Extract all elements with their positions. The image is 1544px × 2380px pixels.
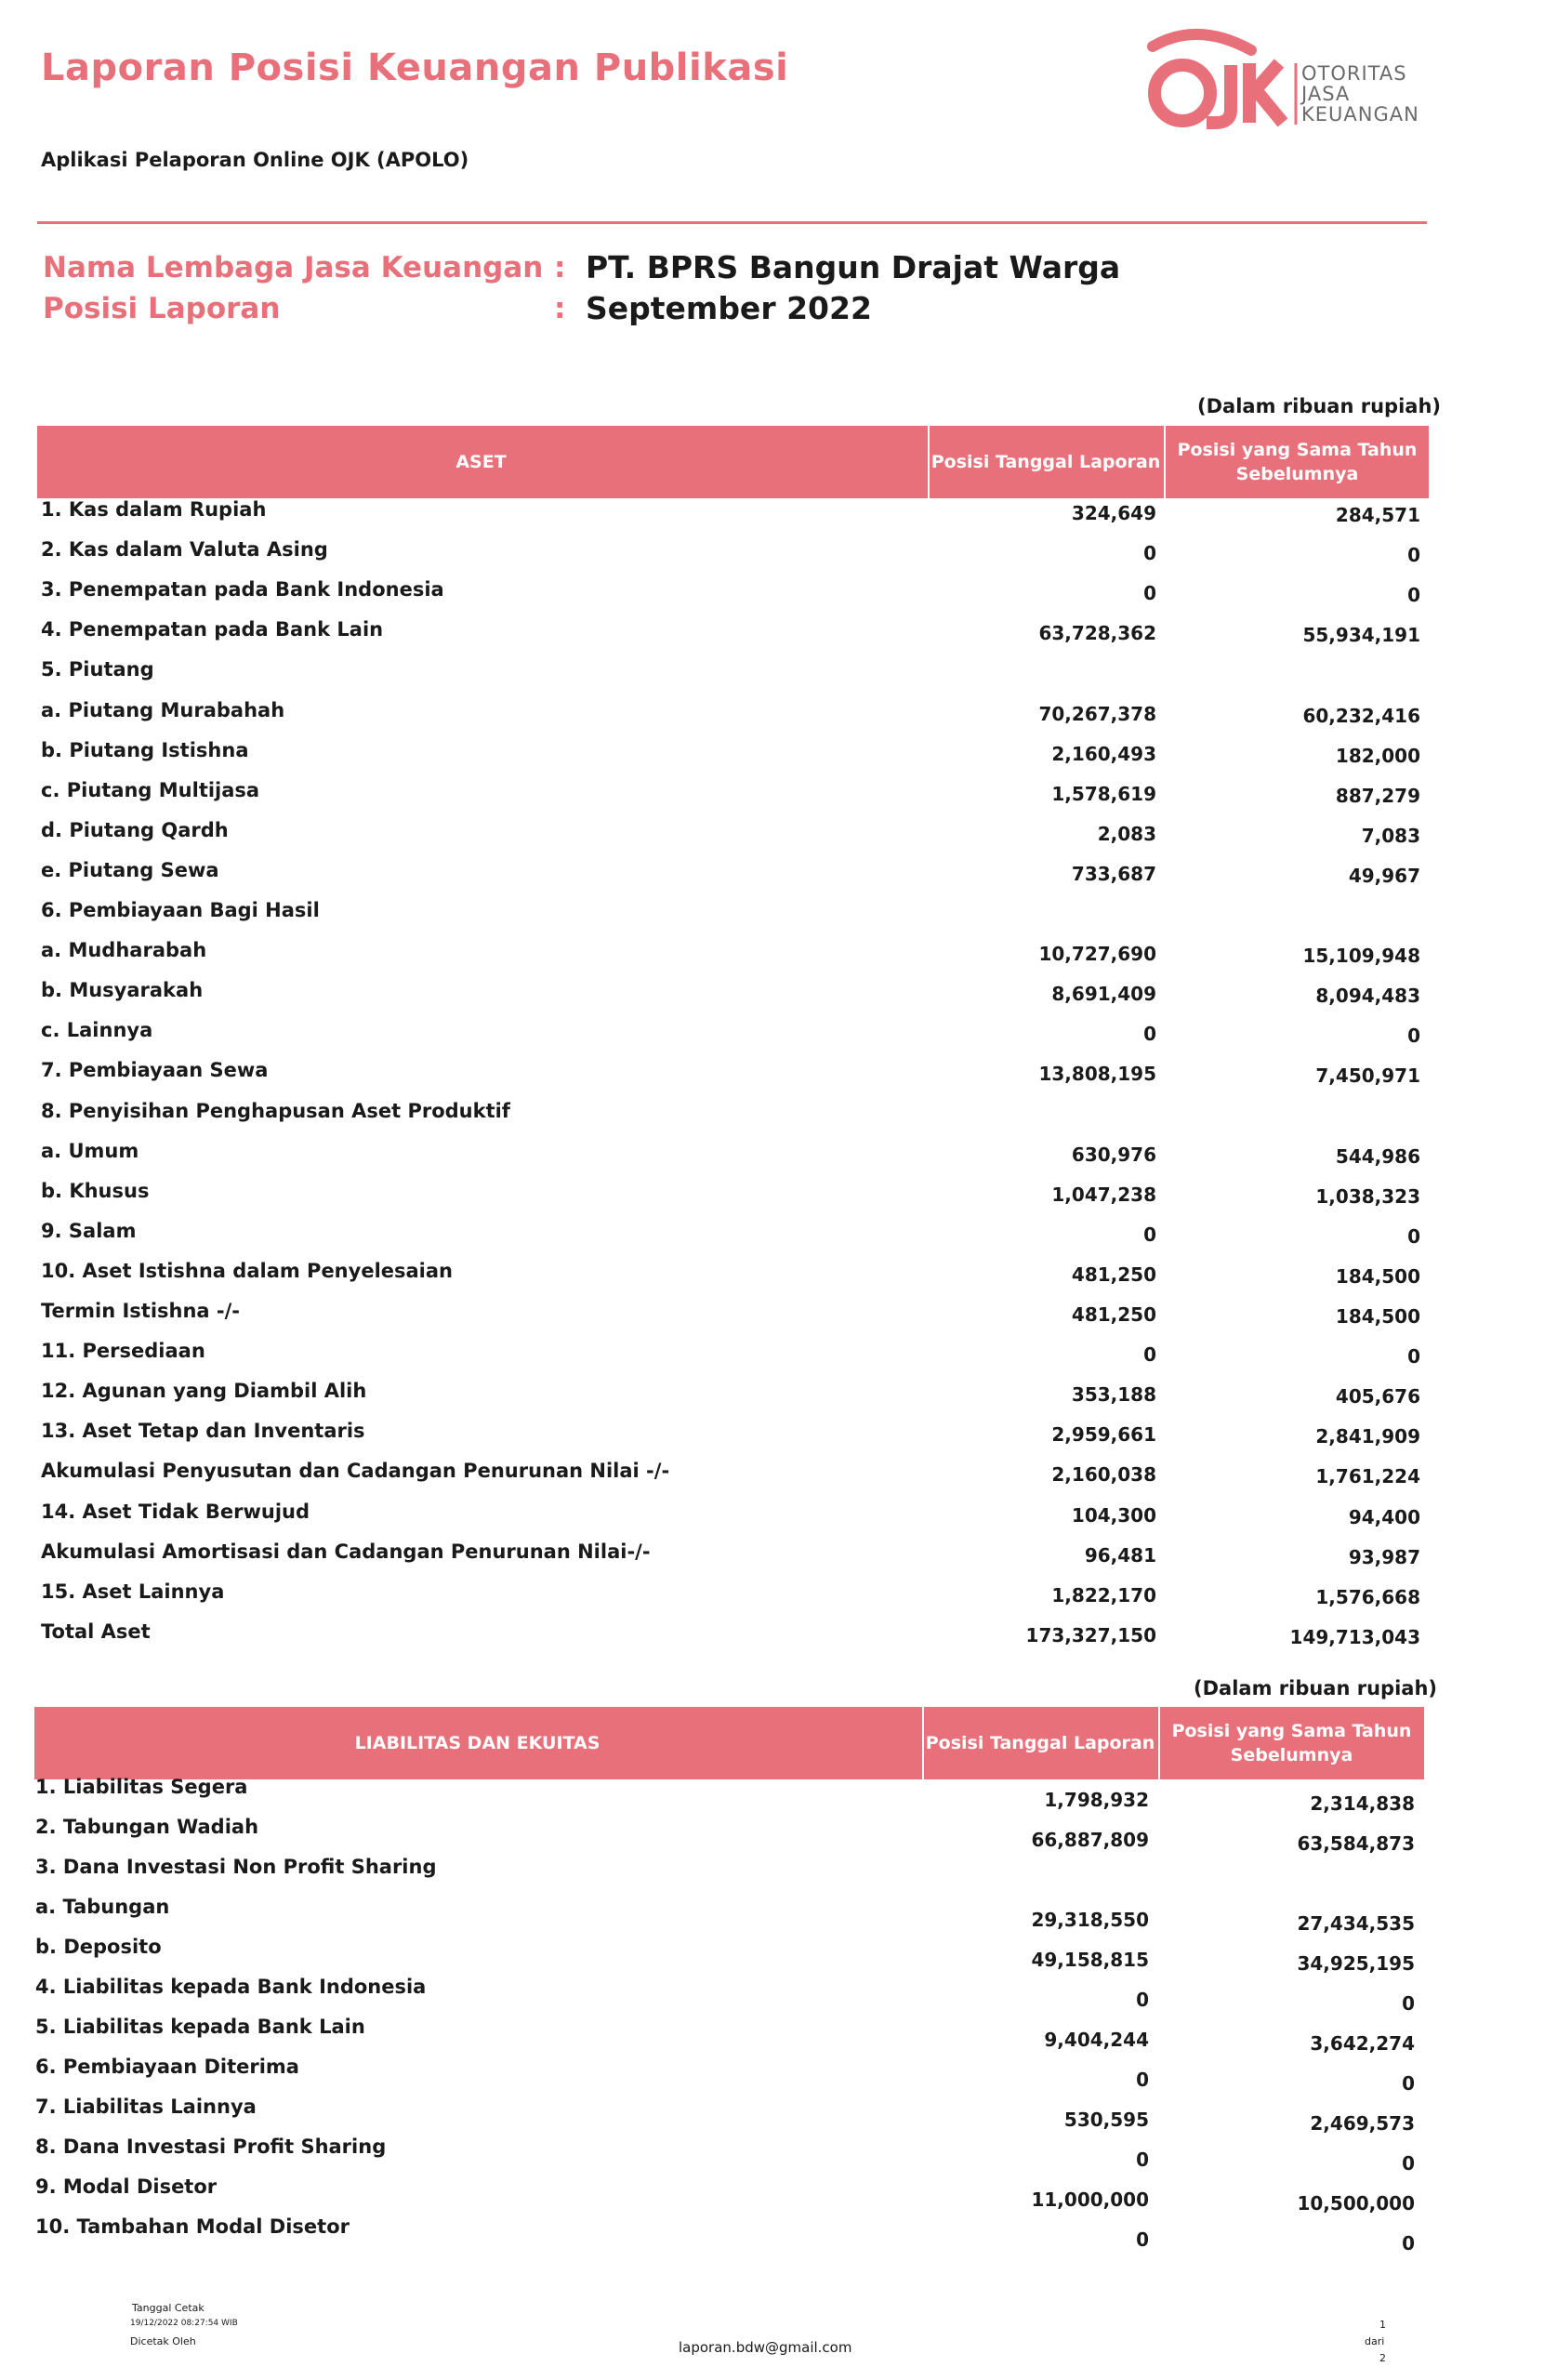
period-colon: :	[554, 292, 566, 325]
row-previous-value: 887,279	[1335, 784, 1420, 807]
table-row	[41, 1220, 1435, 1248]
row-label: a. Tabungan	[35, 1896, 170, 1918]
table-row	[41, 618, 1435, 646]
row-label: e. Piutang Sewa	[41, 858, 219, 881]
table-row	[41, 819, 1435, 847]
liabilities-col-item: LIABILITAS DAN EKUITAS	[354, 1733, 600, 1753]
row-current-value: 630,976	[1071, 1143, 1156, 1166]
row-previous-value: 1,576,668	[1315, 1585, 1420, 1608]
liabilities-table-header	[34, 1707, 1424, 1779]
table-row	[35, 1856, 1430, 1884]
row-previous-value: 0	[1407, 584, 1420, 607]
row-current-value: 353,188	[1071, 1383, 1156, 1407]
row-label: c. Piutang Multijasa	[41, 778, 260, 801]
row-label: 11. Persediaan	[41, 1340, 205, 1363]
row-previous-value: 0	[1407, 544, 1420, 567]
table-row	[35, 2096, 1430, 2135]
row-previous-value: 182,000	[1335, 744, 1420, 767]
row-current-value: 49,158,815	[1031, 1949, 1149, 1971]
table-row	[41, 1140, 1435, 1168]
row-label: 6. Pembiayaan Diterima	[35, 2056, 299, 2078]
table-row	[41, 779, 1435, 807]
table-row	[41, 1260, 1435, 1288]
row-current-value: 2,083	[1097, 822, 1156, 845]
row-previous-value: 27,434,535	[1297, 1912, 1415, 1935]
row-previous-value: 0	[1407, 1345, 1420, 1368]
row-current-value: 1,822,170	[1051, 1583, 1156, 1606]
row-current-value: 0	[1143, 1343, 1156, 1367]
report-subtitle: Aplikasi Pelaporan Online OJK (APOLO)	[41, 149, 469, 171]
row-label: 9. Salam	[41, 1219, 137, 1242]
assets-unit-note: (Dalam ribuan rupiah)	[1197, 395, 1441, 417]
row-current-value: 0	[1143, 582, 1156, 605]
table-row	[41, 1340, 1435, 1368]
row-previous-value: 10,500,000	[1297, 2192, 1415, 2215]
row-current-value: 0	[1143, 1223, 1156, 1246]
ojk-logo-text	[1301, 63, 1419, 125]
table-row	[35, 1776, 1430, 1815]
row-label: 8. Dana Investasi Profit Sharing	[35, 2135, 387, 2158]
row-current-value: 530,595	[1063, 2109, 1149, 2131]
assets-col-previous: Posisi yang Sama Tahun Sebelumnya	[1164, 426, 1429, 498]
row-current-value: 13,808,195	[1038, 1063, 1156, 1086]
row-current-value: 0	[1143, 1023, 1156, 1046]
row-label: b. Khusus	[41, 1179, 150, 1202]
logo-line: KEUANGAN	[1301, 103, 1419, 126]
row-current-value: 733,687	[1071, 862, 1156, 885]
table-row	[41, 1059, 1435, 1087]
row-current-value: 481,250	[1071, 1263, 1156, 1286]
row-label: 10. Tambahan Modal Disetor	[35, 2215, 350, 2238]
row-current-value: 1,047,238	[1051, 1183, 1156, 1206]
row-previous-value: 405,676	[1335, 1385, 1420, 1408]
table-row	[41, 658, 1435, 686]
row-current-value: 0	[1143, 542, 1156, 565]
row-label: 4. Liabilitas kepada Bank Indonesia	[35, 1976, 427, 1998]
table-row	[41, 1300, 1435, 1328]
period-label: Posisi Laporan	[43, 292, 281, 325]
row-current-value: 0	[1136, 1989, 1149, 2011]
row-previous-value: 1,761,224	[1315, 1465, 1420, 1488]
table-row	[41, 859, 1435, 887]
institution-colon: :	[554, 251, 566, 284]
table-row	[41, 1420, 1435, 1448]
table-row	[41, 939, 1435, 967]
table-row	[35, 2056, 1430, 2095]
row-label: b. Deposito	[35, 1936, 162, 1958]
row-current-value: 481,250	[1071, 1303, 1156, 1326]
row-current-value: 173,327,150	[1025, 1623, 1156, 1646]
row-current-value: 10,727,690	[1038, 943, 1156, 966]
row-current-value: 2,959,661	[1051, 1423, 1156, 1447]
row-current-value: 0	[1136, 2149, 1149, 2171]
table-row	[41, 1380, 1435, 1408]
table-row	[41, 498, 1435, 526]
row-previous-value: 2,314,838	[1310, 1792, 1415, 1815]
print-date-label: Tanggal Cetak	[132, 2302, 205, 2314]
liabilities-col-current: Posisi Tanggal Laporan	[922, 1707, 1156, 1779]
row-previous-value: 49,967	[1348, 864, 1420, 887]
assets-table-header	[37, 426, 1429, 498]
row-label: 9. Modal Disetor	[35, 2175, 218, 2198]
row-label: 5. Piutang	[41, 658, 154, 681]
table-row	[35, 2016, 1430, 2055]
page-current: 1	[1379, 2319, 1386, 2331]
row-current-value: 0	[1136, 2228, 1149, 2251]
table-row	[41, 899, 1435, 927]
period-value: September 2022	[586, 290, 872, 326]
liabilities-unit-note: (Dalam ribuan rupiah)	[1194, 1677, 1437, 1699]
row-label: a. Piutang Murabahah	[41, 698, 285, 721]
row-current-value: 66,887,809	[1031, 1829, 1149, 1851]
institution-label: Nama Lembaga Jasa Keuangan	[43, 251, 544, 284]
table-row	[35, 2215, 1430, 2254]
row-current-value: 2,160,493	[1051, 742, 1156, 765]
row-previous-value: 0	[1402, 1992, 1415, 2015]
row-previous-value: 3,642,274	[1310, 2032, 1415, 2055]
row-previous-value: 544,986	[1335, 1144, 1420, 1168]
row-previous-value: 0	[1402, 2152, 1415, 2175]
table-row	[41, 538, 1435, 566]
row-label: c. Lainnya	[41, 1019, 153, 1042]
table-row	[41, 1019, 1435, 1047]
row-label: 13. Aset Tetap dan Inventaris	[41, 1420, 365, 1443]
row-label: Termin Istishna -/-	[41, 1300, 241, 1322]
row-previous-value: 0	[1407, 1025, 1420, 1048]
institution-name: PT. BPRS Bangun Drajat Warga	[586, 249, 1121, 285]
row-previous-value: 55,934,191	[1302, 624, 1420, 647]
row-label: 3. Penempatan pada Bank Indonesia	[41, 578, 444, 602]
row-label: 6. Pembiayaan Bagi Hasil	[41, 899, 320, 921]
row-current-value: 0	[1136, 2069, 1149, 2091]
table-row	[41, 1180, 1435, 1208]
row-previous-value: 284,571	[1335, 504, 1420, 526]
row-label: Akumulasi Amortisasi dan Cadangan Penurunan Nilai-/-	[41, 1540, 651, 1563]
row-label: 4. Penempatan pada Bank Lain	[41, 618, 384, 641]
row-current-value: 8,691,409	[1051, 983, 1156, 1006]
row-previous-value: 0	[1402, 2232, 1415, 2254]
row-label: 10. Aset Istishna dalam Penyelesaian	[41, 1259, 453, 1282]
row-current-value: 11,000,000	[1031, 2188, 1149, 2211]
row-current-value: 29,318,550	[1031, 1909, 1149, 1931]
row-current-value: 9,404,244	[1044, 2029, 1149, 2051]
table-row	[41, 1100, 1435, 1128]
row-current-value: 96,481	[1084, 1543, 1156, 1567]
row-label: 1. Kas dalam Rupiah	[41, 498, 267, 521]
row-previous-value: 184,500	[1335, 1305, 1420, 1328]
row-label: a. Mudharabah	[41, 939, 207, 962]
row-previous-value: 60,232,416	[1302, 704, 1420, 727]
row-current-value: 2,160,038	[1051, 1463, 1156, 1487]
liabilities-col-previous: Posisi yang Sama Tahun Sebelumnya	[1158, 1707, 1423, 1779]
row-current-value: 104,300	[1071, 1503, 1156, 1527]
table-row	[41, 578, 1435, 606]
row-previous-value: 7,083	[1361, 824, 1420, 847]
assets-col-item: ASET	[455, 452, 507, 472]
row-current-value: 1,578,619	[1051, 782, 1156, 805]
printed-by-label: Dicetak Oleh	[130, 2335, 196, 2347]
row-label: Akumulasi Penyusutan dan Cadangan Penurunan Nilai -/-	[41, 1460, 670, 1483]
row-previous-value: 94,400	[1348, 1505, 1420, 1528]
row-previous-value: 0	[1407, 1224, 1420, 1248]
row-previous-value: 0	[1402, 2072, 1415, 2095]
row-current-value: 63,728,362	[1038, 622, 1156, 645]
row-label: 7. Liabilitas Lainnya	[35, 2096, 257, 2118]
table-row	[41, 1620, 1435, 1648]
logo-line: OTORITAS	[1301, 62, 1407, 85]
row-label: 15. Aset Lainnya	[41, 1580, 225, 1603]
row-previous-value: 8,094,483	[1315, 985, 1420, 1008]
row-previous-value: 34,925,195	[1297, 1952, 1415, 1975]
row-label: d. Piutang Qardh	[41, 818, 229, 841]
page-total: 2	[1379, 2352, 1386, 2364]
row-previous-value: 63,584,873	[1297, 1832, 1415, 1855]
row-previous-value: 1,038,323	[1315, 1184, 1420, 1208]
row-previous-value: 15,109,948	[1302, 945, 1420, 968]
row-label: 1. Liabilitas Segera	[35, 1776, 248, 1798]
table-row	[41, 1580, 1435, 1608]
table-row	[35, 1976, 1430, 2015]
contact-email: laporan.bdw@gmail.com	[679, 2339, 852, 2356]
row-label: 14. Aset Tidak Berwujud	[41, 1500, 310, 1523]
table-row	[35, 2175, 1430, 2215]
table-row	[35, 1816, 1430, 1855]
row-label: 2. Tabungan Wadiah	[35, 1816, 259, 1838]
row-previous-value: 184,500	[1335, 1264, 1420, 1288]
assets-col-current: Posisi Tanggal Laporan	[928, 426, 1162, 498]
table-row	[41, 1540, 1435, 1568]
row-previous-value: 149,713,043	[1289, 1625, 1420, 1648]
row-label: 3. Dana Investasi Non Profit Sharing	[35, 1856, 437, 1878]
row-previous-value: 93,987	[1348, 1545, 1420, 1568]
row-label: 2. Kas dalam Valuta Asing	[41, 538, 328, 562]
table-row	[41, 1460, 1435, 1488]
row-label: 8. Penyisihan Penghapusan Aset Produktif	[41, 1099, 510, 1122]
row-previous-value: 2,841,909	[1315, 1425, 1420, 1448]
row-label: 5. Liabilitas kepada Bank Lain	[35, 2016, 365, 2038]
table-row	[41, 739, 1435, 767]
row-current-value: 324,649	[1071, 502, 1156, 524]
row-label: 7. Pembiayaan Sewa	[41, 1059, 269, 1082]
row-current-value: 1,798,932	[1044, 1789, 1149, 1811]
row-label: a. Umum	[41, 1139, 139, 1162]
row-label: Total Aset	[41, 1620, 151, 1643]
row-label: 12. Agunan yang Diambil Alih	[41, 1380, 367, 1403]
logo-line: JASA	[1301, 83, 1351, 105]
row-previous-value: 2,469,573	[1310, 2112, 1415, 2135]
table-row	[41, 1501, 1435, 1528]
report-title: Laporan Posisi Keuangan Publikasi	[41, 46, 789, 89]
row-previous-value: 7,450,971	[1315, 1064, 1420, 1088]
row-label: b. Musyarakah	[41, 979, 204, 1002]
table-row	[41, 699, 1435, 727]
table-row	[41, 979, 1435, 1007]
header-divider	[37, 221, 1427, 224]
row-label: b. Piutang Istishna	[41, 738, 249, 761]
table-row	[35, 1896, 1430, 1935]
table-row	[35, 2135, 1430, 2175]
page-of: dari	[1365, 2335, 1385, 2347]
print-date-value: 19/12/2022 08:27:54 WIB	[130, 2319, 238, 2328]
table-row	[35, 1936, 1430, 1975]
row-current-value: 70,267,378	[1038, 702, 1156, 725]
